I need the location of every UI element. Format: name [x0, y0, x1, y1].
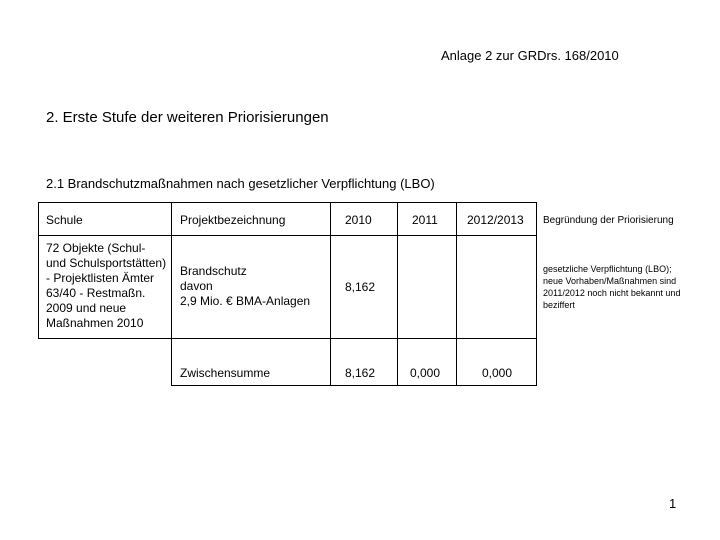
header-2012: 2012/2013	[467, 213, 524, 227]
column-rule-3	[397, 202, 398, 386]
cell-projekt-line: davon	[180, 279, 213, 293]
header-begruendung: Begründung der Priorisierung	[543, 215, 674, 226]
cell-schule-line: und Schulsportstätten)	[46, 256, 167, 270]
table-left-rule	[38, 202, 39, 339]
column-rule-4	[456, 202, 457, 386]
cell-begruendung-line: gesetzliche Verpflichtung (LBO);	[543, 264, 672, 274]
column-rule-1	[171, 202, 172, 386]
page-number: 1	[669, 496, 677, 511]
subtotal-2012: 0,000	[482, 366, 513, 380]
table-top-rule	[38, 202, 537, 203]
cell-begruendung-line: 2011/2012 noch nicht bekannt und	[543, 288, 681, 298]
cell-projekt-line: 2,9 Mio. € BMA-Anlagen	[180, 294, 311, 308]
table-bottom-rule	[171, 385, 537, 386]
cell-begruendung	[543, 263, 713, 311]
cell-schule-line: Maßnahmen 2010	[46, 316, 144, 330]
header-schule: Schule	[46, 213, 83, 227]
subtotal-2010: 8,162	[345, 366, 376, 380]
cell-schule-line: 2009 und neue	[46, 301, 127, 315]
subtotal-label: Zwischensumme	[180, 366, 271, 380]
cell-schule-line: 63/40 - Restmaßn.	[46, 286, 146, 300]
cell-schule-line: - Projektlisten Ämter	[46, 271, 155, 285]
document-reference: Anlage 2 zur GRDrs. 168/2010	[441, 48, 619, 63]
subsection-title: 2.1 Brandschutzmaßnahmen nach gesetzlicher Verpflichtung (LBO)	[46, 176, 435, 191]
cell-projekt-line: Brandschutz	[180, 264, 247, 278]
cell-begruendung-line: neue Vorhaben/Maßnahmen sind	[543, 276, 677, 286]
table-header-rule	[38, 235, 537, 236]
column-rule-5	[536, 202, 537, 386]
section-title: 2. Erste Stufe der weiteren Priorisierungen	[46, 109, 329, 126]
cell-schule	[46, 241, 166, 331]
column-rule-2	[330, 202, 331, 386]
subtotal-2011: 0,000	[410, 366, 441, 380]
header-2010: 2010	[345, 213, 372, 227]
table-row-rule	[38, 338, 537, 339]
header-2011: 2011	[412, 213, 438, 227]
cell-begruendung-line: beziffert	[543, 300, 575, 310]
cell-schule-line: 72 Objekte (Schul-	[46, 241, 146, 255]
header-projekt: Projektbezeichnung	[180, 213, 286, 227]
cell-2010: 8,162	[345, 280, 376, 294]
cell-projekt	[180, 264, 310, 309]
